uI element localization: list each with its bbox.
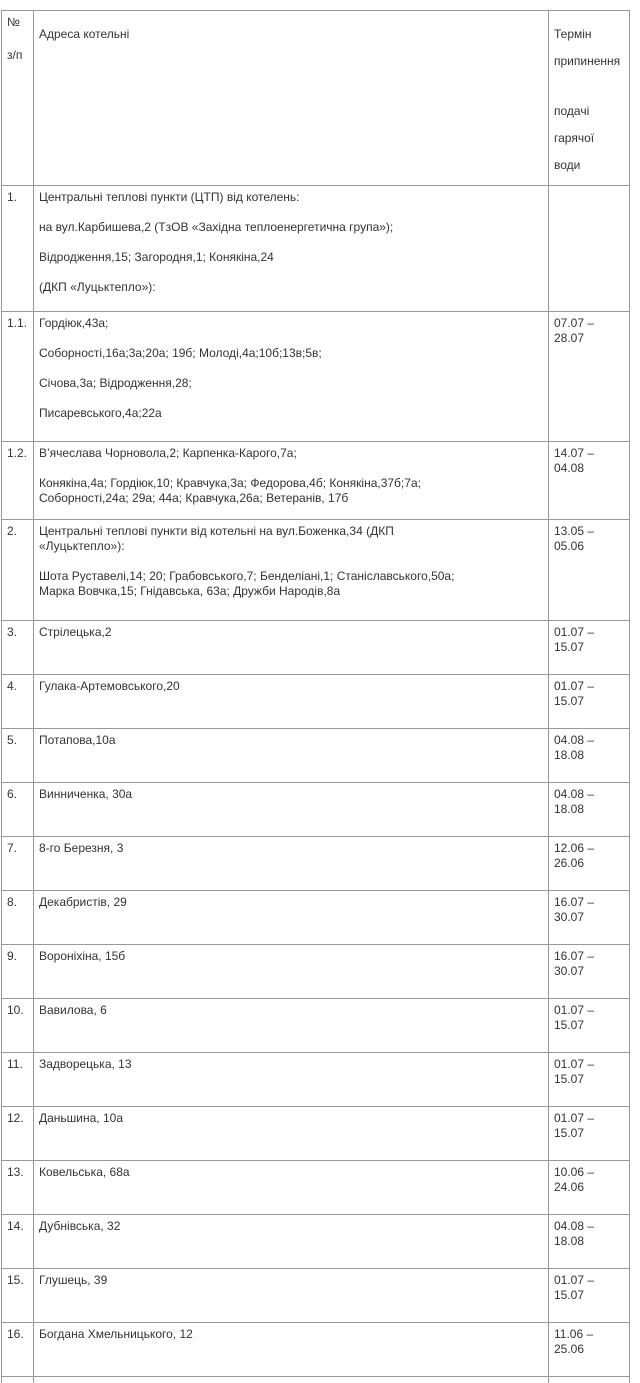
address-line: Винниченка, 30а — [39, 787, 544, 802]
row-number: 7. — [7, 841, 29, 856]
term-cell — [549, 520, 630, 621]
term-start: 01.07 – — [554, 1111, 625, 1126]
row-number-cell — [2, 1161, 34, 1215]
term-cell — [549, 312, 630, 442]
row-number-cell — [2, 186, 34, 312]
row-number: 9. — [7, 949, 29, 964]
row-number-cell — [2, 729, 34, 783]
address-cell — [34, 621, 549, 675]
term-start: 14.07 – — [554, 446, 625, 461]
term-start: 16.07 – — [554, 949, 625, 964]
term-end: 18.08 — [554, 802, 625, 817]
address-cell — [34, 442, 549, 520]
address-cell — [34, 945, 549, 999]
address-cell — [34, 1053, 549, 1107]
header-term-cell — [549, 11, 630, 186]
term-start: 01.07 – — [554, 1273, 625, 1288]
term-start: 01.07 – — [554, 625, 625, 640]
address-line: Січова,3а; Відродження,28; — [39, 376, 544, 391]
address-cell — [34, 1215, 549, 1269]
term-start: 01.07 – — [554, 1003, 625, 1018]
address-line: Вороніхіна, 15б — [39, 949, 544, 964]
table-row — [2, 186, 630, 312]
term-end: 28.07 — [554, 331, 625, 346]
address-line: Декабристів, 29 — [39, 895, 544, 910]
table-row — [2, 520, 630, 621]
term-cell — [549, 891, 630, 945]
address-cell — [34, 729, 549, 783]
term-cell — [549, 1269, 630, 1323]
table-row — [2, 1161, 630, 1215]
table-row — [2, 1215, 630, 1269]
row-number: 12. — [7, 1111, 29, 1126]
row-number-cell — [2, 783, 34, 837]
header-address-cell — [34, 11, 549, 186]
address-cell — [34, 675, 549, 729]
term-end: 26.06 — [554, 856, 625, 871]
row-number: 13. — [7, 1165, 29, 1180]
term-end: 15.07 — [554, 1126, 625, 1141]
address-line: Глушець, 39 — [39, 1273, 544, 1288]
address-line: Дубнівська, 32 — [39, 1219, 544, 1234]
address-line: Центральні теплові пункти від котельні на вул.Боженка,34 (ДКП — [39, 524, 544, 539]
address-line: Задворецька, 13 — [39, 1057, 544, 1072]
term-start: 01.07 – — [554, 1057, 625, 1072]
table-row-cut-off — [2, 1377, 630, 1383]
table-row — [2, 1323, 630, 1377]
row-number: 16. — [7, 1327, 29, 1342]
term-cell — [549, 1161, 630, 1215]
term-start: 04.08 – — [554, 1219, 625, 1234]
term-end: 18.08 — [554, 748, 625, 763]
table-row — [2, 837, 630, 891]
address-line: В’ячеслава Чорновола,2; Карпенка-Карого,7а; — [39, 446, 544, 461]
address-cell — [34, 837, 549, 891]
term-cell — [549, 442, 630, 520]
term-end: 15.07 — [554, 1018, 625, 1033]
address-cell — [34, 312, 549, 442]
header-num-symbol: № — [7, 15, 29, 30]
address-cell — [34, 186, 549, 312]
address-line: Відродження,15; Загородня,1; Конякіна,24 — [39, 250, 544, 265]
header-term-line: води — [554, 158, 625, 173]
table-row — [2, 1269, 630, 1323]
row-number-cell — [2, 891, 34, 945]
empty-cell — [2, 1377, 34, 1383]
row-number-cell — [2, 675, 34, 729]
row-number: 10. — [7, 1003, 29, 1018]
term-end: 15.07 — [554, 694, 625, 709]
row-number: 8. — [7, 895, 29, 910]
row-number: 4. — [7, 679, 29, 694]
address-cell — [34, 1161, 549, 1215]
table-row — [2, 1107, 630, 1161]
term-start: 13.05 – — [554, 524, 625, 539]
row-number: 6. — [7, 787, 29, 802]
term-start: 16.07 – — [554, 895, 625, 910]
header-num-abbr: з/п — [7, 48, 29, 63]
term-end: 25.06 — [554, 1342, 625, 1357]
address-cell — [34, 999, 549, 1053]
empty-cell — [549, 1377, 630, 1383]
row-number: 2. — [7, 524, 29, 539]
row-number: 1.2. — [7, 446, 29, 461]
row-number-cell — [2, 945, 34, 999]
term-cell — [549, 783, 630, 837]
address-line: Шота Руставелі,14; 20; Грабовського,7; Бенделіані,1; Станіславського,50а; — [39, 569, 544, 584]
row-number-cell — [2, 1215, 34, 1269]
table-row — [2, 729, 630, 783]
table-row — [2, 945, 630, 999]
table-row — [2, 675, 630, 729]
term-cell — [549, 621, 630, 675]
row-number: 15. — [7, 1273, 29, 1288]
address-line: Соборності,24а; 29а; 44а; Кравчука,26а; Ветеранів, 17б — [39, 491, 544, 506]
row-number-cell — [2, 837, 34, 891]
address-line: Гордіюк,43а; — [39, 316, 544, 331]
term-cell — [549, 1053, 630, 1107]
term-end: 15.07 — [554, 1072, 625, 1087]
address-cell — [34, 1269, 549, 1323]
header-address: Адреса котельні — [39, 27, 544, 42]
term-start: 01.07 – — [554, 679, 625, 694]
term-cell — [549, 837, 630, 891]
table-row — [2, 999, 630, 1053]
address-line: 8-го Березня, 3 — [39, 841, 544, 856]
address-cell — [34, 1107, 549, 1161]
header-term-line: Термін — [554, 27, 625, 42]
header-term-line: гарячої — [554, 131, 625, 146]
term-end: 24.06 — [554, 1180, 625, 1195]
term-end: 15.07 — [554, 1288, 625, 1303]
table-row — [2, 891, 630, 945]
header-term-line: подачі — [554, 104, 625, 119]
address-cell — [34, 891, 549, 945]
term-end: 15.07 — [554, 640, 625, 655]
term-start: 07.07 – — [554, 316, 625, 331]
term-cell — [549, 999, 630, 1053]
header-row — [2, 11, 630, 186]
table-row — [2, 783, 630, 837]
row-number: 14. — [7, 1219, 29, 1234]
header-num-cell — [2, 11, 34, 186]
term-end: 18.08 — [554, 1234, 625, 1249]
address-cell — [34, 783, 549, 837]
address-line: Конякіна,4а; Гордіюк,10; Кравчука,3а; Федорова,4б; Конякіна,37б;7а; — [39, 476, 544, 491]
term-start: 04.08 – — [554, 733, 625, 748]
address-line: Соборності,16а;3а;20а; 19б; Молоді,4а;10б;13в;5в; — [39, 346, 544, 361]
row-number: 5. — [7, 733, 29, 748]
row-number: 1.1. — [7, 316, 29, 331]
table-row — [2, 312, 630, 442]
row-number: 3. — [7, 625, 29, 640]
term-start: 11.06 – — [554, 1327, 625, 1342]
term-end: 04.08 — [554, 461, 625, 476]
header-term-line: припинення — [554, 54, 625, 69]
address-line: Центральні теплові пункти (ЦТП) від котелень: — [39, 190, 544, 205]
term-start: 10.06 – — [554, 1165, 625, 1180]
row-number-cell — [2, 1107, 34, 1161]
table-row — [2, 621, 630, 675]
address-line: (ДКП «Луцьктепло»): — [39, 280, 544, 295]
address-line: Ковельська, 68а — [39, 1165, 544, 1180]
address-line: Марка Вовчка,15; Гнідавська, 63а; Дружби Народів,8а — [39, 584, 544, 599]
address-line: на вул.Карбишева,2 (ТзОВ «Західна теплоенергетична група»); — [39, 220, 544, 235]
address-line: Вавилова, 6 — [39, 1003, 544, 1018]
address-cell — [34, 1323, 549, 1377]
row-number-cell — [2, 1323, 34, 1377]
address-line: Даньшина, 10а — [39, 1111, 544, 1126]
row-number-cell — [2, 1269, 34, 1323]
boiler-schedule-table — [1, 10, 630, 1383]
term-cell — [549, 1323, 630, 1377]
term-cell — [549, 675, 630, 729]
address-line: Стрілецька,2 — [39, 625, 544, 640]
term-start: 12.06 – — [554, 841, 625, 856]
address-line: Писаревського,4а;22а — [39, 406, 544, 421]
address-cell — [34, 520, 549, 621]
term-cell — [549, 945, 630, 999]
address-line: Потапова,10а — [39, 733, 544, 748]
row-number-cell — [2, 621, 34, 675]
row-number-cell — [2, 312, 34, 442]
address-line: «Луцьктепло»): — [39, 539, 544, 554]
table-row — [2, 1053, 630, 1107]
term-cell — [549, 1107, 630, 1161]
term-cell — [549, 1215, 630, 1269]
address-line: Гулака-Артемовського,20 — [39, 679, 544, 694]
address-line: Богдана Хмельницького, 12 — [39, 1327, 544, 1342]
row-number-cell — [2, 520, 34, 621]
term-end: 30.07 — [554, 964, 625, 979]
row-number-cell — [2, 999, 34, 1053]
row-number: 11. — [7, 1057, 29, 1072]
empty-cell — [34, 1377, 549, 1383]
term-start: 04.08 – — [554, 787, 625, 802]
term-cell — [549, 186, 630, 312]
table-row — [2, 442, 630, 520]
term-end: 30.07 — [554, 910, 625, 925]
row-number-cell — [2, 442, 34, 520]
term-cell — [549, 729, 630, 783]
term-end: 05.06 — [554, 539, 625, 554]
row-number-cell — [2, 1053, 34, 1107]
row-number: 1. — [7, 190, 29, 205]
